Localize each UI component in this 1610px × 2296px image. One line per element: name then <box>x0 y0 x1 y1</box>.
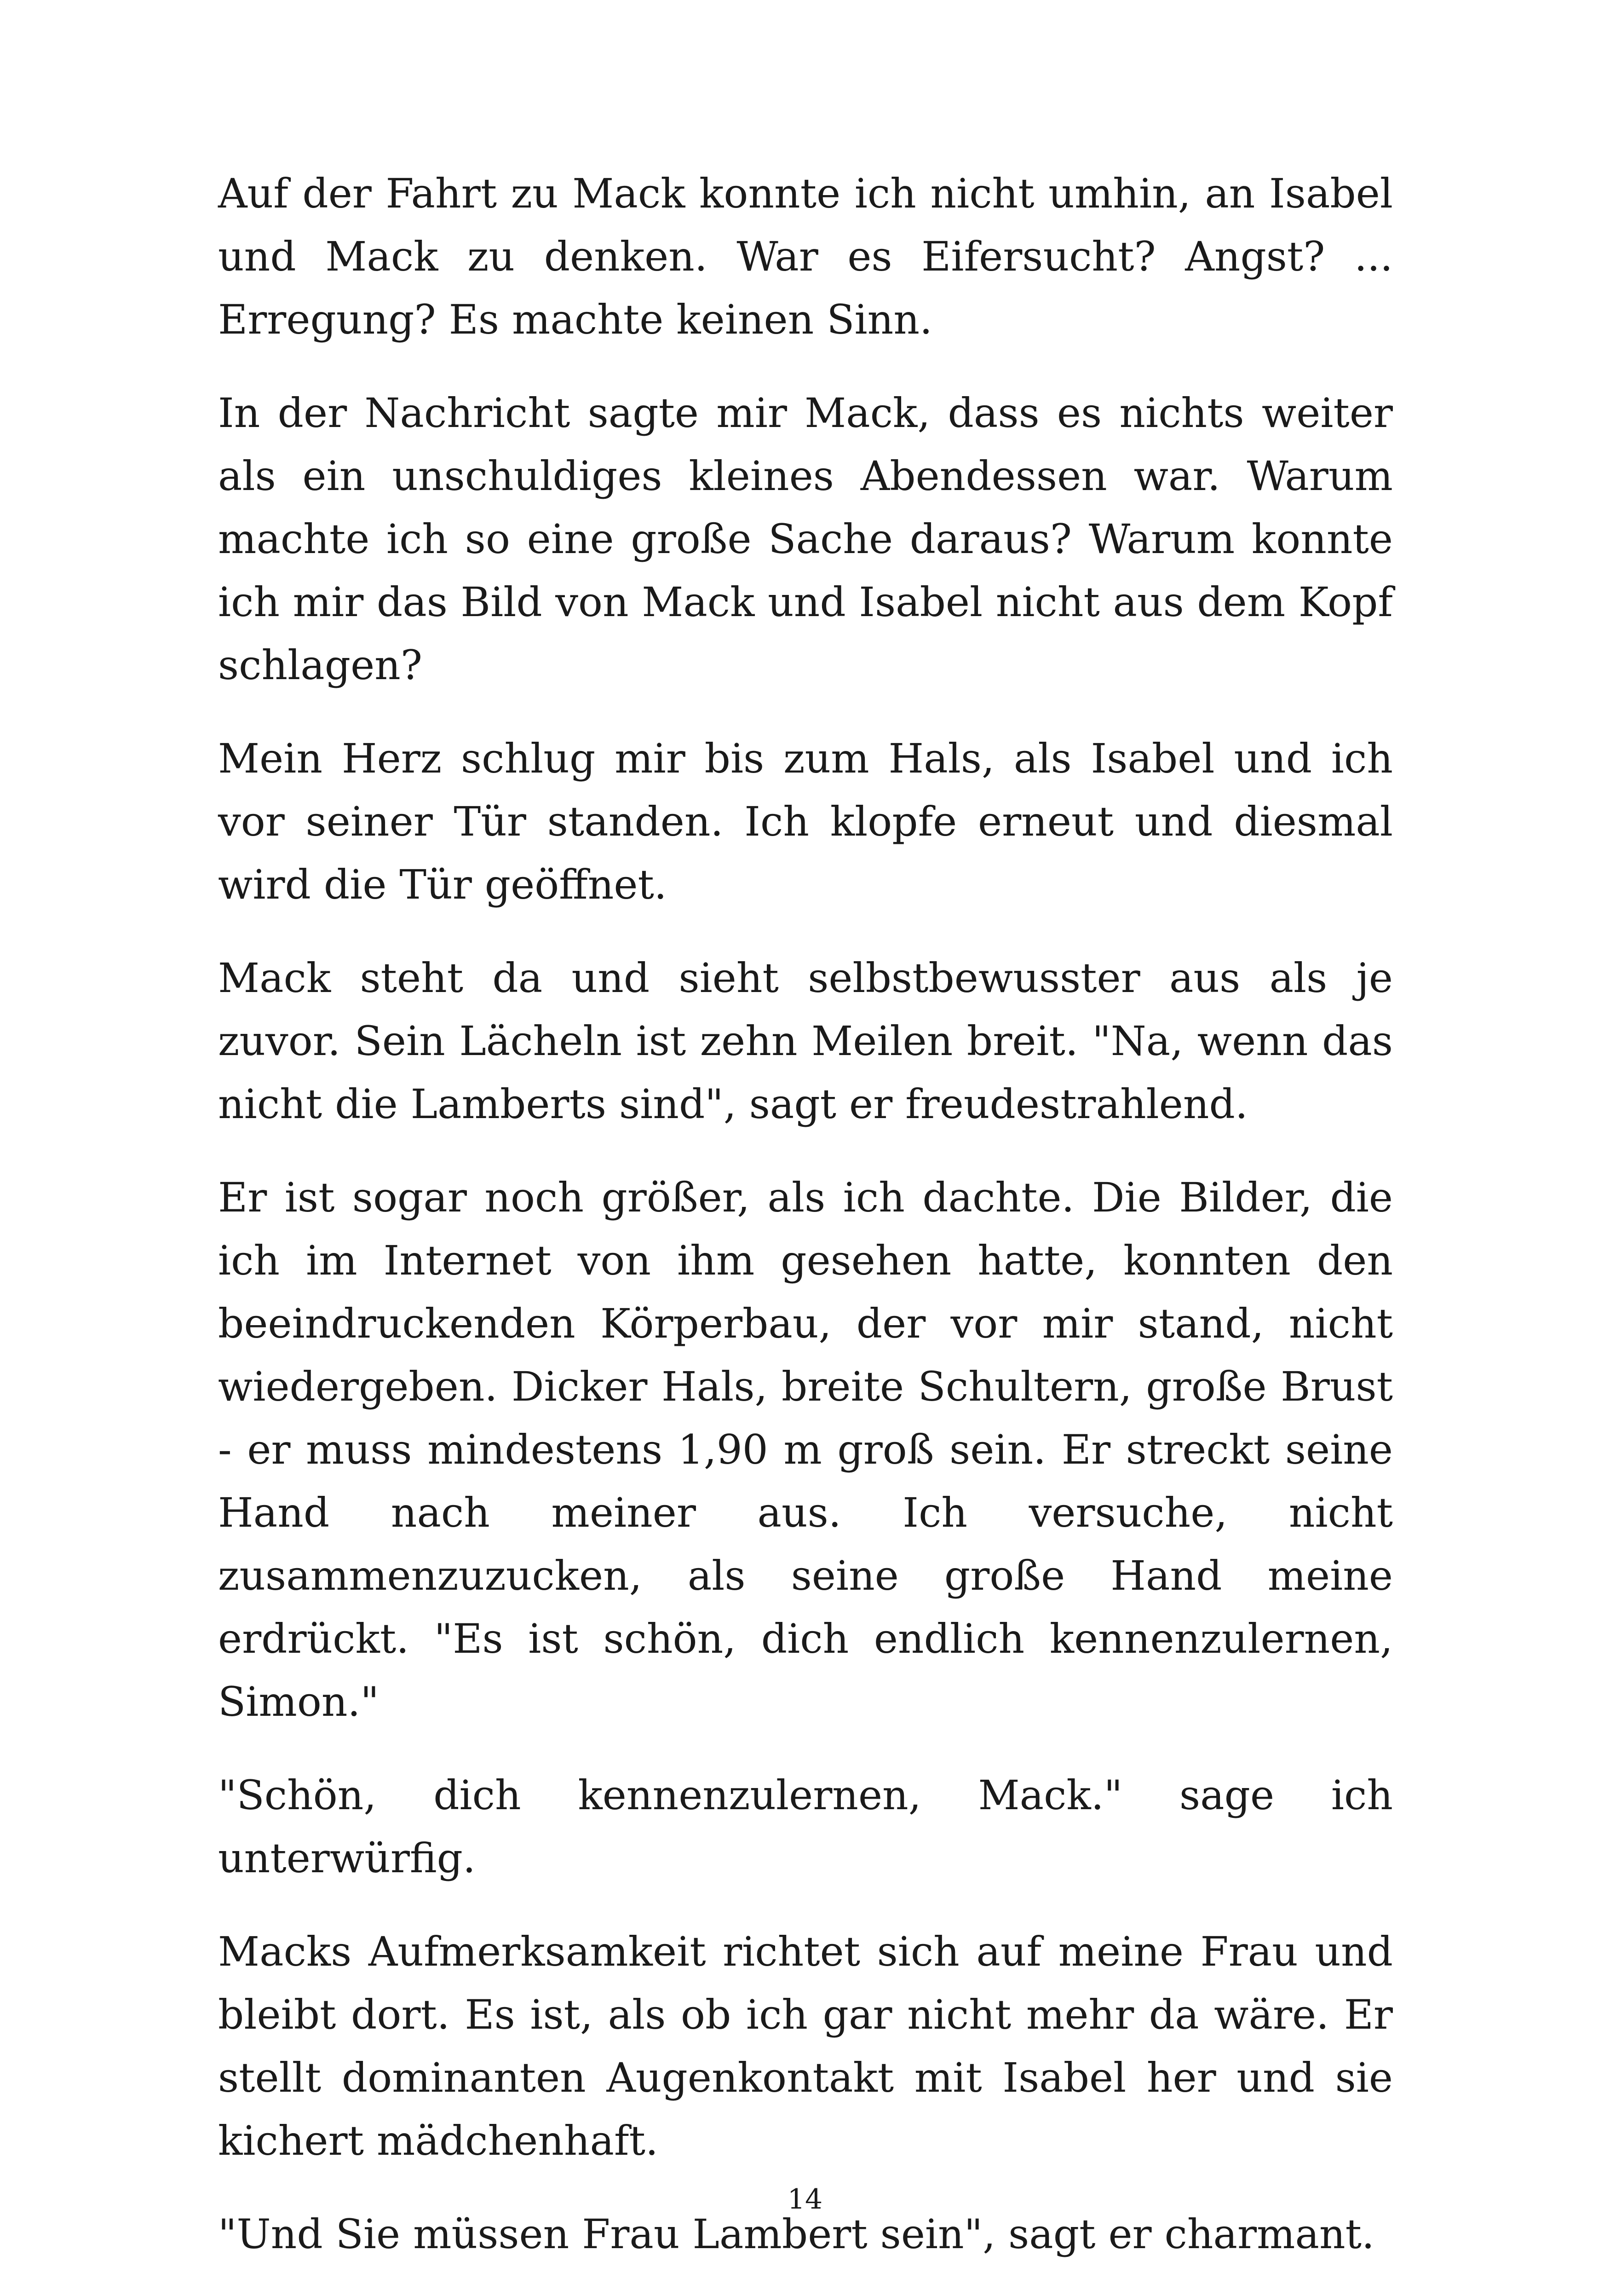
paragraph: Er ist sogar noch größer, als ich dachte. Die Bilder, die ich im Internet von ihm gesehen hatte, konnten den beeindruckenden Körperbau, der vor mir stand, nicht wiedergeben. Dicker Hals, breite Schultern, große Brust - er muss mindestens 1,90 m groß sein. Er streckt seine Hand nach meiner aus. Ich versuche, nicht zusammenzuzucken, als seine große Hand meine erdrückt. "Es ist schön, dich endlich kennenzulernen, Simon." <box>218 1174 1393 1725</box>
paragraph: In der Nachricht sagte mir Mack, dass es nichts weiter als ein unschuldiges kleines Abendessen war. Warum machte ich so eine große Sache daraus? Warum konnte ich mir das Bild von Mack und Isabel nicht aus dem Kopf schlagen? <box>218 389 1393 689</box>
paragraph: Mack steht da und sieht selbstbewusster aus als je zuvor. Sein Lächeln ist zehn Meilen breit. "Na, wenn das nicht die Lamberts sind", sagt er freudestrahlend. <box>218 954 1393 1128</box>
paragraph: Auf der Fahrt zu Mack konnte ich nicht umhin, an Isabel und Mack zu denken. War es Eifersucht? Angst? ... Erregung? Es machte keinen Sinn. <box>218 170 1393 343</box>
page-number: 14 <box>787 2183 823 2215</box>
paragraph: "Schön, dich kennenzulernen, Mack." sage ich unterwürfig. <box>218 1771 1393 1882</box>
body-text <box>218 162 1393 2296</box>
paragraph: Macks Aufmerksamkeit richtet sich auf meine Frau und bleibt dort. Es ist, als ob ich gar nicht mehr da wäre. Er stellt dominanten Augenkontakt mit Isabel her und sie kichert mädchenhaft. <box>218 1928 1393 2164</box>
paragraph: "Und Sie müssen Frau Lambert sein", sagt er charmant. <box>218 2210 1374 2258</box>
paragraph: Mein Herz schlug mir bis zum Hals, als Isabel und ich vor seiner Tür standen. Ich klopfe erneut und diesmal wird die Tür geöffnet. <box>218 735 1393 908</box>
